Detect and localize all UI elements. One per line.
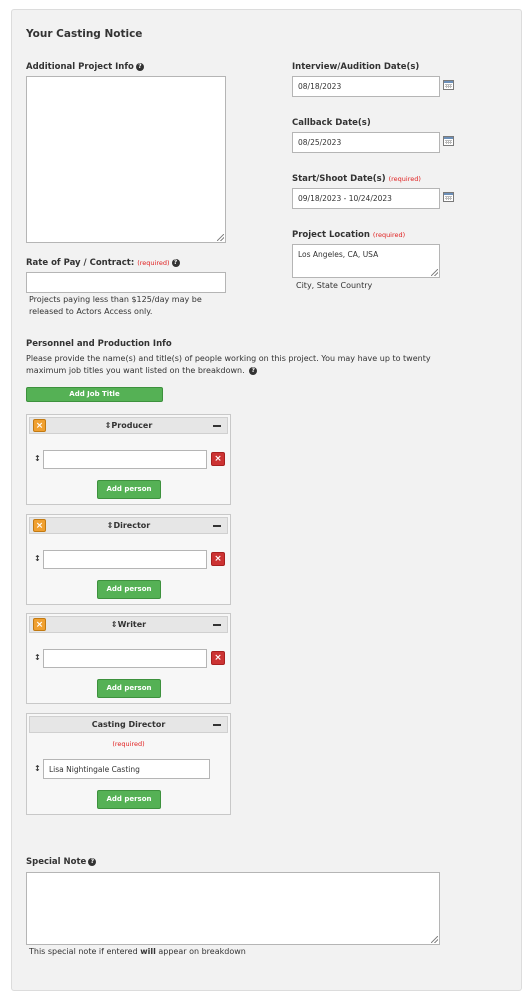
rate-note: Projects paying less than $125/day may be released to Actors Access only. (29, 295, 202, 316)
personnel-heading: Personnel and Production Info (26, 339, 172, 349)
job-group-header (29, 616, 228, 633)
special-note-textarea[interactable] (26, 872, 440, 945)
minus-icon[interactable] (213, 624, 221, 626)
drag-handle-icon[interactable]: ↕ (34, 554, 41, 563)
location-textarea[interactable]: Los Angeles, CA, USA (292, 244, 440, 278)
job-title: ⇕Producer (104, 421, 153, 430)
start-date-input[interactable]: 09/18/2023 - 10/24/2023 (292, 188, 440, 209)
drag-handle-icon[interactable]: ↕ (34, 653, 41, 662)
question-circle-icon[interactable]: ? (249, 367, 257, 375)
red-close-icon[interactable]: × (211, 651, 225, 665)
sort-icon[interactable]: ⇕ (110, 620, 118, 629)
resize-handle-icon[interactable] (431, 936, 438, 943)
person-input[interactable] (43, 550, 207, 569)
job-group-producer (26, 414, 231, 505)
minus-icon[interactable] (213, 724, 221, 726)
start-label: Start/Shoot Date(s) (required) (292, 174, 421, 184)
job-title: ⇕Director (106, 521, 151, 530)
calendar-icon[interactable] (443, 192, 454, 202)
additional-info-label: Additional Project Info ? (26, 62, 144, 72)
question-circle-icon[interactable]: ? (88, 858, 96, 866)
question-circle-icon[interactable]: ? (172, 259, 180, 267)
callback-label: Callback Date(s) (292, 118, 371, 128)
add-job-title-button[interactable]: Add Job Title (26, 387, 163, 402)
required-indicator: (required) (112, 740, 145, 748)
drag-handle-icon[interactable]: ↕ (34, 454, 41, 463)
orange-close-icon[interactable]: × (33, 519, 46, 532)
add-person-button[interactable]: Add person (97, 790, 161, 809)
job-title: Casting Director (91, 720, 166, 729)
person-input[interactable] (43, 450, 207, 469)
red-close-icon[interactable]: × (211, 552, 225, 566)
interview-date-input[interactable]: 08/18/2023 (292, 76, 440, 97)
calendar-icon[interactable] (443, 80, 454, 90)
calendar-icon[interactable] (443, 136, 454, 146)
person-input[interactable] (43, 649, 207, 668)
job-group-header (29, 517, 228, 534)
special-note-label: Special Note ? (26, 857, 96, 867)
callback-date-input[interactable]: 08/25/2023 (292, 132, 440, 153)
interview-label: Interview/Audition Date(s) (292, 62, 420, 72)
job-group-writer (26, 613, 231, 704)
location-label: Project Location (required) (292, 230, 406, 240)
job-group-casting-director (26, 713, 231, 815)
resize-handle-icon[interactable] (431, 269, 438, 276)
red-close-icon[interactable]: × (211, 452, 225, 466)
resize-handle-icon[interactable] (217, 234, 224, 241)
minus-icon[interactable] (213, 425, 221, 427)
question-circle-icon[interactable]: ? (136, 63, 144, 71)
rate-label: Rate of Pay / Contract: (required) ? (26, 258, 180, 268)
job-group-header (29, 417, 228, 434)
orange-close-icon[interactable]: × (33, 419, 46, 432)
minus-icon[interactable] (213, 525, 221, 527)
additional-info-textarea[interactable] (26, 76, 226, 243)
job-group-director (26, 514, 231, 605)
rate-input[interactable] (26, 272, 226, 293)
special-note-hint: This special note if entered will appear on breakdown (29, 947, 246, 956)
job-title: ⇕Writer (110, 620, 147, 629)
personnel-description: Please provide the name(s) and title(s) of people working on this project. You may have up to twenty maximum job titles you want listed on the breakdown. ? (26, 354, 431, 375)
add-person-button[interactable]: Add person (97, 480, 161, 499)
drag-handle-icon[interactable]: ↕ (34, 764, 41, 773)
page-title: Your Casting Notice (26, 28, 143, 40)
add-person-button[interactable]: Add person (97, 679, 161, 698)
sort-icon[interactable]: ⇕ (106, 521, 114, 530)
location-hint: City, State Country (296, 281, 373, 290)
orange-close-icon[interactable]: × (33, 618, 46, 631)
person-input[interactable]: Lisa Nightingale Casting (43, 759, 210, 779)
add-person-button[interactable]: Add person (97, 580, 161, 599)
job-group-header (29, 716, 228, 733)
sort-icon[interactable]: ⇕ (104, 421, 112, 430)
